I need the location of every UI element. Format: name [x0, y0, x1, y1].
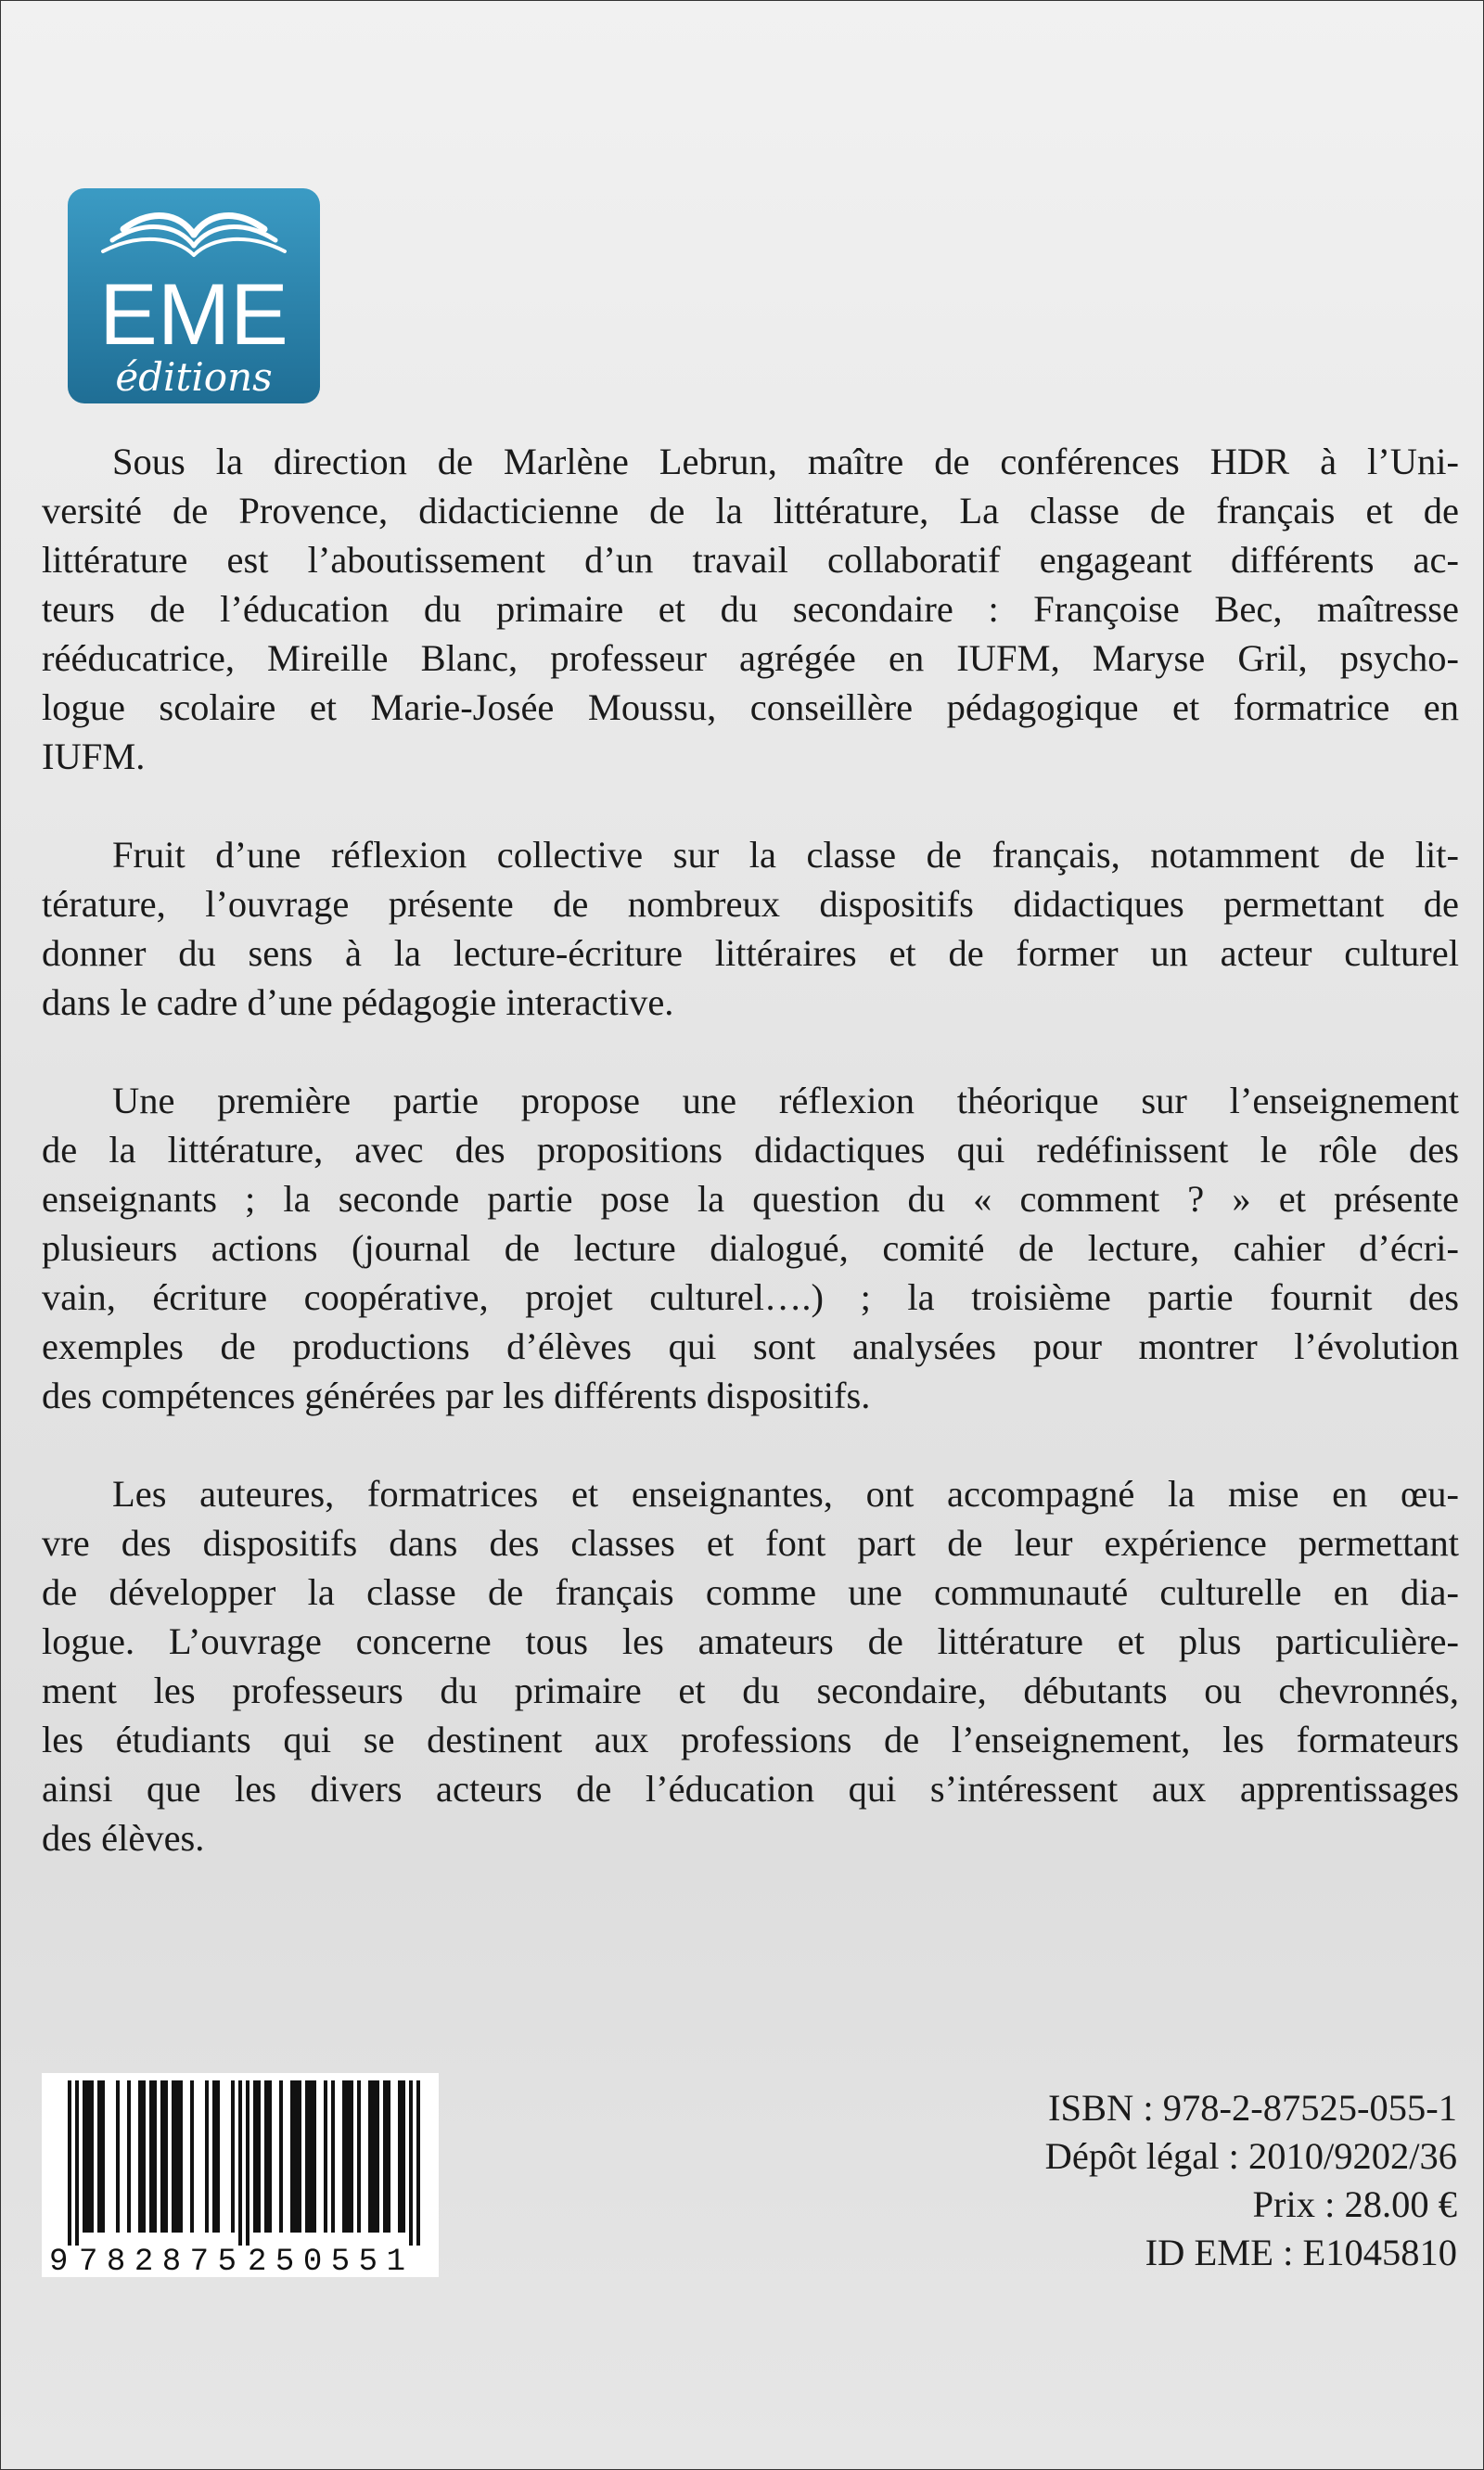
paragraph-line: vre des dispositifs dans des classes et font part de leur expérience permettant: [42, 1522, 1459, 1564]
barcode-bar: [376, 2080, 379, 2233]
paragraph-line: donner du sens à la lecture-écriture littéraires et de former un acteur culturel: [42, 932, 1459, 974]
barcode-bar: [179, 2080, 183, 2233]
barcode-bar: [164, 2080, 168, 2233]
barcode: [42, 2073, 439, 2277]
barcode-bar: [127, 2080, 131, 2233]
logo-subtitle: éditions: [115, 354, 273, 400]
paragraph-line: les étudiants qui se destinent aux professions de l’enseignement, les formateurs: [42, 1719, 1459, 1760]
barcode-bar: [398, 2080, 402, 2233]
paragraph-line: exemples de productions d’élèves qui sont analysées pour montrer l’évolution: [42, 1325, 1459, 1367]
paragraph-line: ment les professeurs du primaire et du secondaire, débutants ou chevronnés,: [42, 1670, 1459, 1711]
barcode-bar: [368, 2080, 372, 2233]
barcode-bar: [331, 2080, 335, 2233]
paragraph-line: Les auteures, formatrices et enseignantes, ont accompagné la mise en œu-: [112, 1473, 1459, 1515]
barcode-bar: [383, 2080, 387, 2233]
publication-info: [1045, 2084, 1457, 2277]
barcode-bar: [257, 2080, 261, 2233]
barcode-bar: [205, 2080, 209, 2233]
paragraph-line: teurs de l’éducation du primaire et du secondaire : Françoise Bec, maîtresse: [42, 588, 1459, 630]
barcode-bar: [75, 2080, 79, 2246]
barcode-bar: [175, 2080, 179, 2233]
barcode-bar: [253, 2080, 257, 2233]
barcode-bar: [97, 2080, 101, 2233]
paragraph-line: des élèves.: [42, 1817, 205, 1859]
barcode-bar: [231, 2080, 235, 2233]
barcode-bar: [212, 2080, 216, 2233]
barcode-bar: [149, 2080, 153, 2233]
paragraph-line: logue scolaire et Marie-Josée Moussu, conseillère pédagogique et formatrice en: [42, 686, 1459, 728]
paragraph-line: dans le cadre d’une pédagogie interactive.: [42, 981, 674, 1023]
barcode-bar: [409, 2080, 413, 2246]
barcode-bar: [416, 2080, 420, 2246]
barcode-bar: [86, 2080, 90, 2233]
barcode-bar: [142, 2080, 146, 2233]
barcode-bar: [190, 2080, 194, 2233]
barcode-bar: [68, 2080, 71, 2246]
barcode-bar: [101, 2080, 105, 2233]
barcode-graphic: [42, 2073, 439, 2277]
barcode-bar: [264, 2080, 268, 2233]
paragraph-line: ainsi que les divers acteurs de l’éducation qui s’intéressent aux apprentissages: [42, 1768, 1459, 1810]
id-eme: ID EME : E1045810: [1145, 2232, 1457, 2273]
barcode-bar: [342, 2080, 346, 2233]
paragraph-line: versité de Provence, didacticienne de la littérature, La classe de français et de: [42, 490, 1459, 531]
barcode-bar: [313, 2080, 316, 2233]
barcode-bar: [138, 2080, 142, 2233]
eme-logo-graphic: [68, 188, 320, 403]
barcode-digits-left: 782875: [79, 2245, 237, 2277]
paragraph-line: de la littérature, avec des propositions didactiques qui redéfinissent le rôle des: [42, 1129, 1459, 1171]
barcode-bar: [309, 2080, 313, 2233]
barcode-bar: [238, 2080, 242, 2246]
barcode-bar: [324, 2080, 327, 2233]
paragraph: [42, 1076, 1459, 1420]
barcode-bar: [90, 2080, 94, 2233]
barcode-bar: [294, 2080, 298, 2233]
publisher-logo: [68, 188, 320, 403]
barcode-bar: [216, 2080, 220, 2233]
paragraph-line: Sous la direction de Marlène Lebrun, maître de conférences HDR à l’Uni-: [112, 441, 1459, 482]
paragraph-line: Fruit d’une réflexion collective sur la classe de français, notamment de lit-: [112, 834, 1459, 876]
barcode-bar: [160, 2080, 164, 2233]
paragraph-line: rééducatrice, Mireille Blanc, professeur agrégée en IUFM, Maryse Gril, psycho-: [42, 637, 1459, 679]
paragraph-line: térature, l’ouvrage présente de nombreux dispositifs didactiques permettant de: [42, 883, 1459, 925]
paragraph-line: vain, écriture coopérative, projet culturel….) ; la troisième partie fournit des: [42, 1276, 1459, 1318]
barcode-bar: [402, 2080, 405, 2233]
paragraph-line: Une première partie propose une réflexion théorique sur l’enseignement: [112, 1080, 1459, 1121]
barcode-bar: [372, 2080, 376, 2233]
paragraph-line: IUFM.: [42, 736, 146, 777]
paragraph: [42, 830, 1459, 1027]
paragraph-line: de développer la classe de français comme une communauté culturelle en dia-: [42, 1571, 1459, 1613]
paragraph-line: plusieurs actions (journal de lecture dialogué, comité de lecture, cahier d’écri-: [42, 1227, 1459, 1269]
paragraph: [42, 437, 1459, 781]
barcode-bar: [346, 2080, 350, 2233]
barcode-bar: [350, 2080, 353, 2233]
barcode-bar: [246, 2080, 249, 2246]
barcode-bar: [153, 2080, 157, 2233]
barcode-digit-first: 9: [49, 2245, 69, 2277]
barcode-bar: [268, 2080, 272, 2233]
barcode-bar: [290, 2080, 294, 2233]
barcode-bars: [68, 2080, 420, 2246]
isbn: ISBN : 978-2-87525-055-1: [1048, 2087, 1457, 2129]
barcode-bar: [298, 2080, 301, 2233]
barcode-bar: [279, 2080, 283, 2233]
barcode-bar: [305, 2080, 309, 2233]
barcode-bar: [83, 2080, 86, 2233]
paragraph-line: des compétences générées par les différents dispositifs.: [42, 1375, 871, 1416]
logo-brand: EME: [99, 265, 288, 363]
barcode-bar: [172, 2080, 175, 2233]
paragraph-line: enseignants ; la seconde partie pose la question du « comment ? » et présente: [42, 1178, 1459, 1220]
barcode-bar: [387, 2080, 390, 2233]
paragraph: [42, 1469, 1459, 1862]
barcode-digits-right: 250551: [248, 2245, 405, 2277]
paragraph-line: logue. L’ouvrage concerne tous les amateurs de littérature et plus particulière-: [42, 1620, 1459, 1662]
barcode-bar: [357, 2080, 361, 2233]
barcode-bar: [116, 2080, 120, 2233]
paragraph-line: littérature est l’aboutissement d’un travail collaboratif engageant différents ac-: [42, 539, 1459, 581]
back-cover-description: [42, 437, 1459, 1912]
price: Prix : 28.00 €: [1252, 2183, 1457, 2225]
depot-legal: Dépôt légal : 2010/9202/36: [1044, 2135, 1457, 2177]
